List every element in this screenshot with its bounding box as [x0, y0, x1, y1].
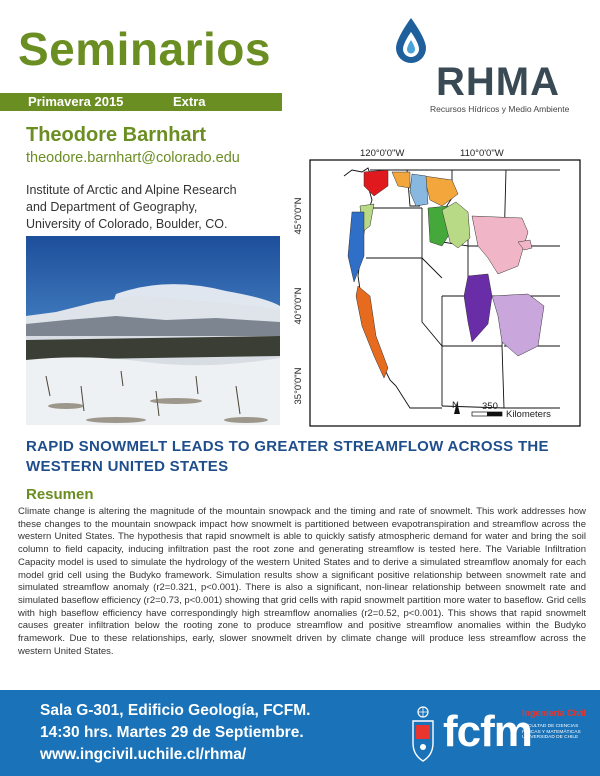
faculty-block	[522, 708, 586, 741]
water-drop-icon	[392, 16, 430, 66]
speaker-email[interactable]: theodore.barnhart@colorado.edu	[26, 150, 240, 166]
longitude-label: 120°0'0"W	[360, 148, 405, 159]
abstract-heading: Resumen	[26, 486, 94, 503]
institution-line: and Department of Geography,	[26, 200, 198, 214]
faculty-line: FÍSICAS Y MATEMÁTICAS	[522, 729, 581, 735]
western-us-map	[292, 146, 582, 430]
website-link[interactable]: www.ingcivil.uchile.cl/rhma/	[40, 746, 247, 763]
venue-text: Sala G-301, Edificio Geología, FCFM.	[40, 702, 311, 719]
logo-name: RHMA	[436, 60, 560, 104]
abstract-text: Climate change is altering the magnitude of the mountain snowpack and the timing and rate of snowmelt. This work addresses how these changes to the mountain snowpack impact how snowmelt is partitioned between evapotranspiration and streamflow across the western United States. The hypothesis that rapid snowmelt is able to quickly satisfy atmospheric demand for water and bring the soil column to field capacity, inducing infiltration past the root zone and generating streamflow is tested here. The Variable Infiltration Capacity model is used to simulate the hydrology of the western United States and to derive a simulated streamflow anomaly for each model grid cell using the Budyko framework. Simulation results show a significant positive relationship between snowmelt rate and simulated streamflow anomaly (r2=0.321, p<0.001). There is also a significant, non-linear relationship between snowmelt rate and simulated baseflow efficiency (r2=0.73, p<0.001) showing that grid cells with rapid snowmelt partition more water to baseflow. Grid cells with high baseflow efficiency have correspondingly high streamflow anomalies (r2=0.52, p<0.001). This shows that rapid snowmelt causes greater infiltration below the rooting zone to produce streamflow and positive streamflow anomalies within the Budyko framework. Due to these relationships, early, slower snowmelt driven by climate change will produce less streamflow across the western United States.	[18, 506, 586, 657]
speaker-name: Theodore Barnhart	[26, 124, 207, 146]
page-title: Seminarios	[18, 23, 271, 75]
season-label: Primavera 2015	[28, 94, 124, 109]
scale-value: 350	[482, 401, 498, 412]
extra-label: Extra	[173, 94, 206, 109]
institution-line: University of Colorado, Boulder, CO.	[26, 217, 228, 231]
north-label: N	[452, 400, 459, 411]
talk-title: RAPID SNOWMELT LEADS TO GREATER STREAMFLOW ACROSS THE WESTERN UNITED STATES	[26, 438, 549, 475]
latitude-label: 35°0'0"N	[293, 367, 304, 405]
faculty-line: UNIVERSIDAD DE CHILE	[522, 735, 579, 741]
scale-unit: Kilometers	[506, 409, 551, 420]
institution-line: Institute of Arctic and Alpine Research	[26, 183, 237, 197]
time-text: 14:30 hrs. Martes 29 de Septiembre.	[40, 724, 304, 741]
department-label: Ingeniería Civil	[522, 708, 587, 718]
latitude-label: 45°0'0"N	[293, 197, 304, 235]
latitude-label: 40°0'0"N	[293, 287, 304, 325]
mountain-photo	[26, 236, 280, 425]
faculty-line: FACULTAD DE CIENCIAS	[522, 724, 579, 729]
fcfm-logo: fcfm	[443, 707, 532, 756]
university-crest-icon	[410, 705, 436, 763]
logo-subtitle: Recursos Hídricos y Medio Ambiente	[430, 104, 570, 114]
longitude-label: 110°0'0"W	[460, 148, 504, 159]
